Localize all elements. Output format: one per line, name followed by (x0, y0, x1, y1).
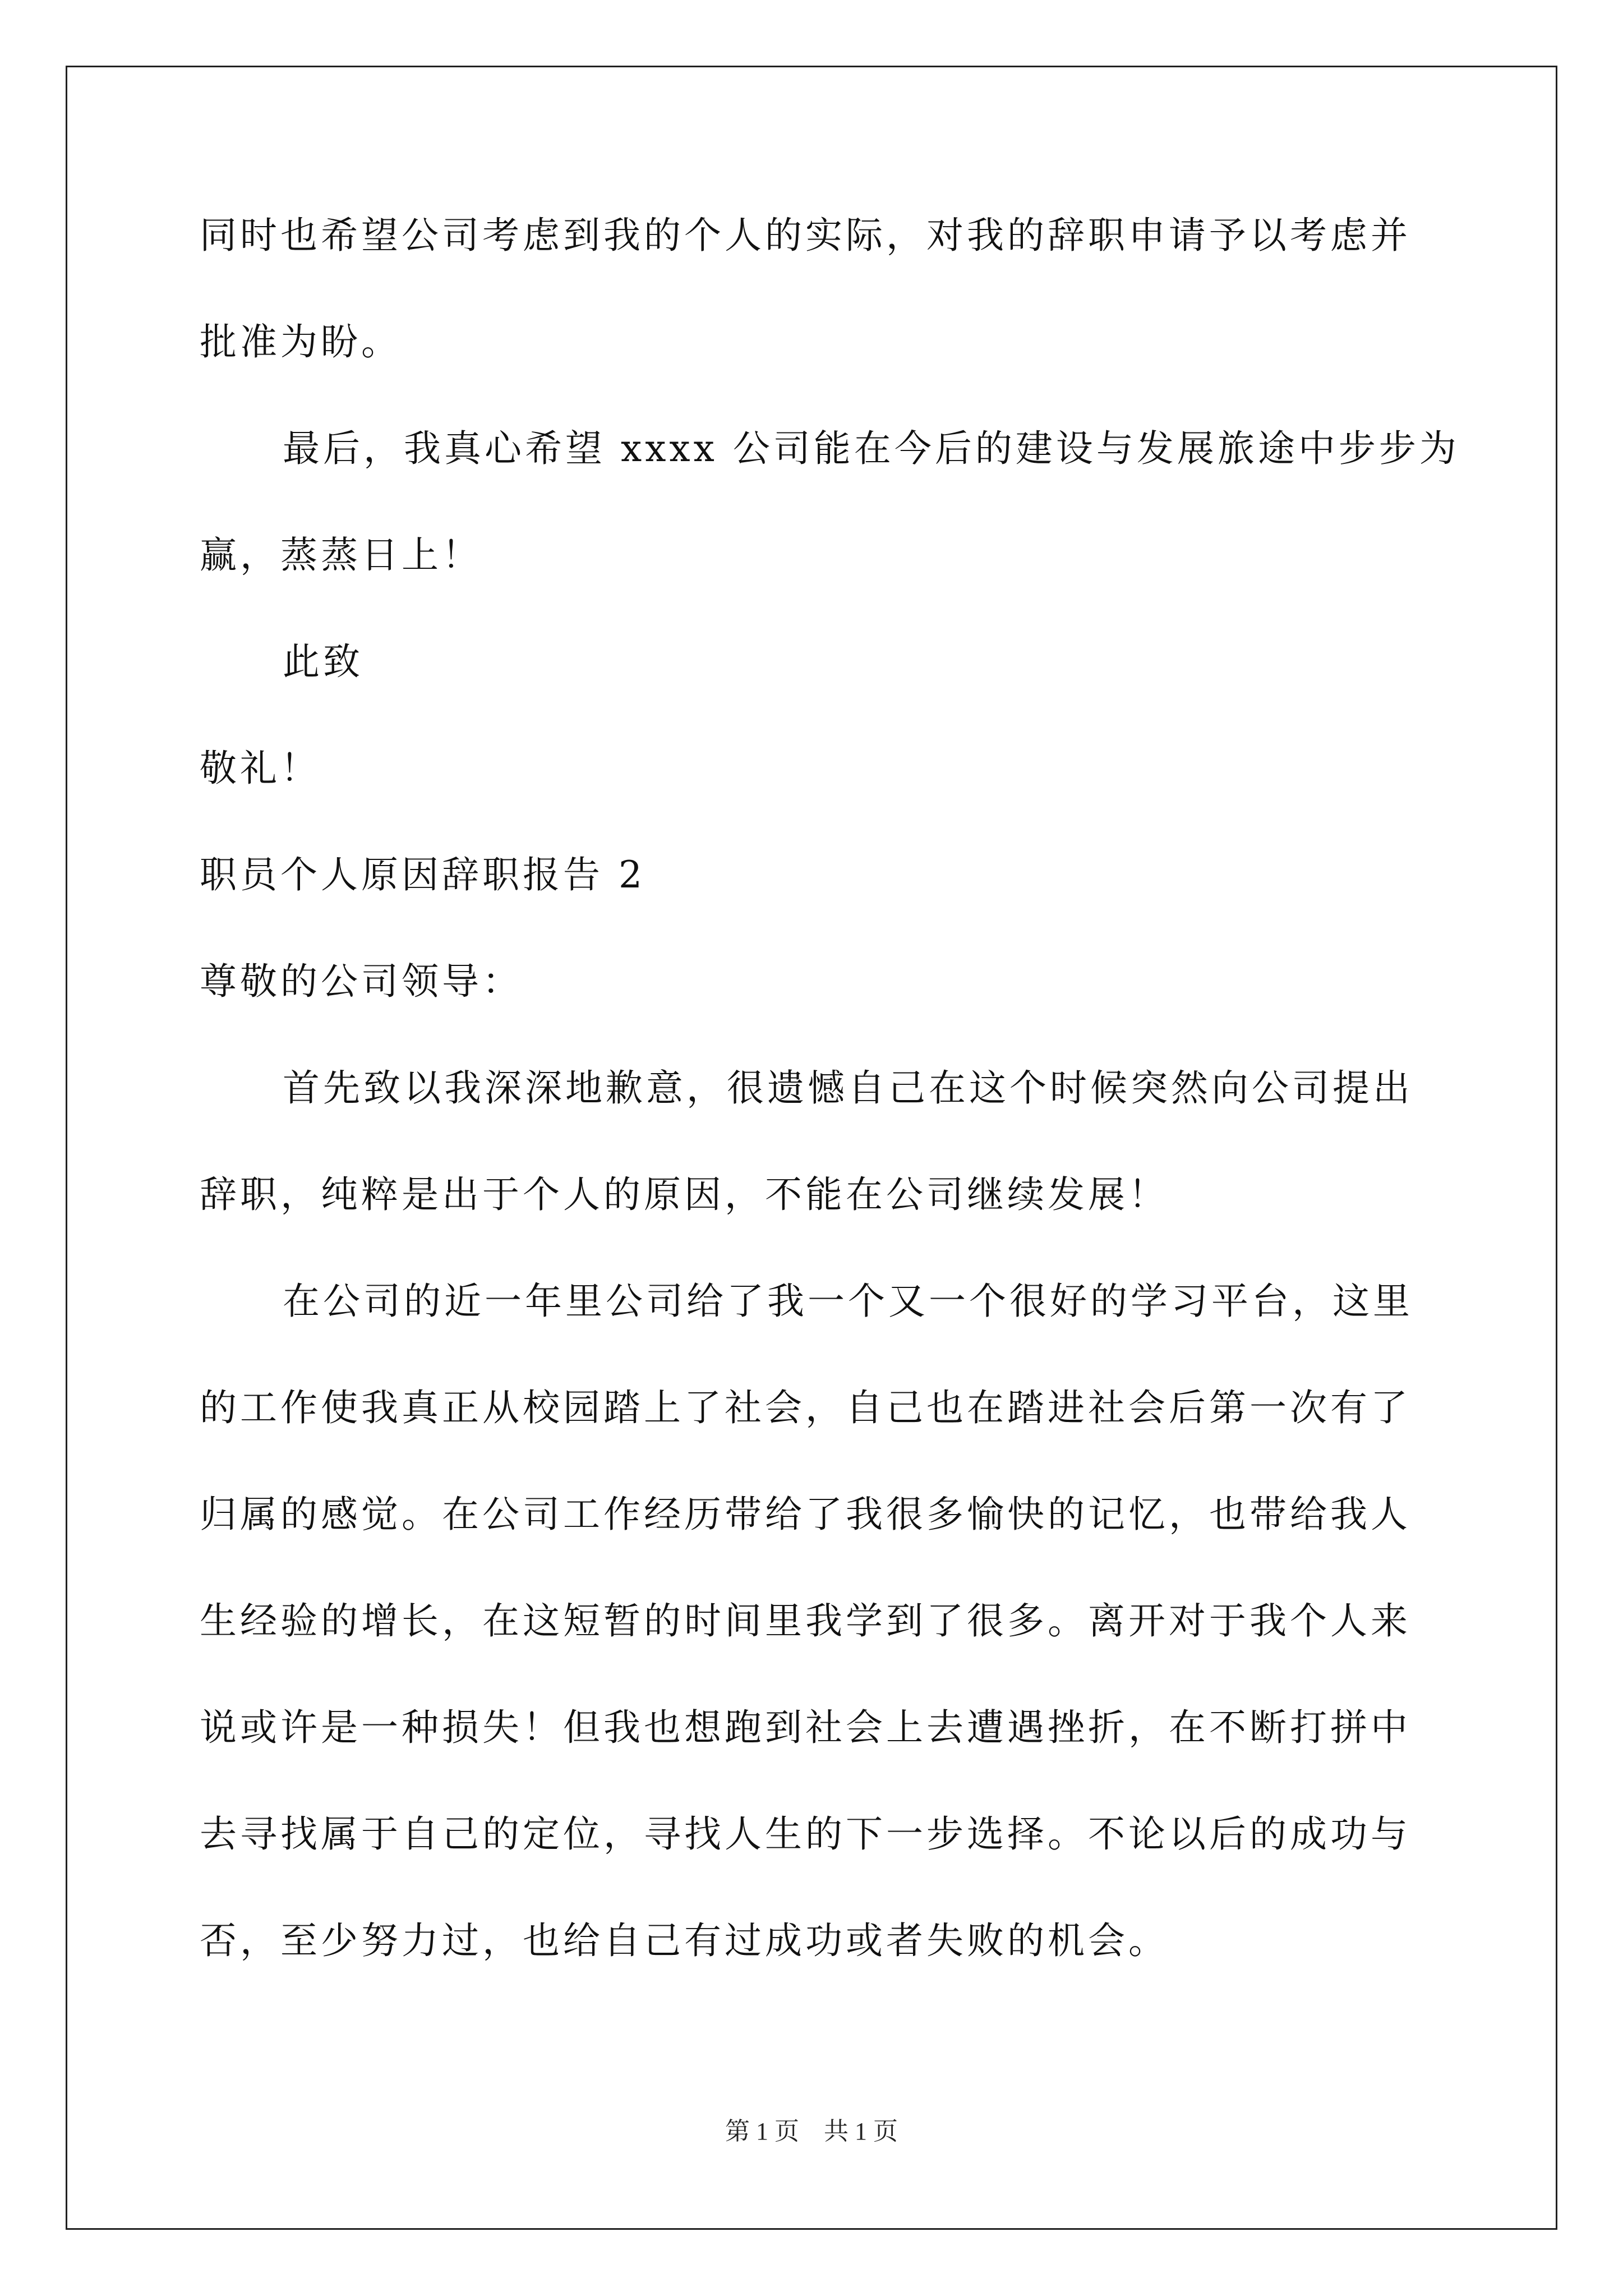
body-line: 辞职，纯粹是出于个人的原因，不能在公司继续发展！ (200, 1173, 1169, 1216)
page-border (66, 66, 1557, 2230)
body-line: 赢，蒸蒸日上！ (200, 533, 482, 577)
body-line: 批准为盼。 (200, 320, 402, 364)
body-line: 首先致以我深深地歉意，很遗憾自己在这个时候突然向公司提出 (283, 1066, 1413, 1110)
body-line: 归属的感觉。在公司工作经历带给了我很多愉快的记忆，也带给我人 (200, 1493, 1411, 1536)
body-line: 说或许是一种损失！但我也想跑到社会上去遭遇挫折，在不断打拼中 (200, 1706, 1411, 1749)
closing-salutation: 此致 (283, 640, 363, 683)
body-line: 的工作使我真正从校园踏上了社会，自己也在踏进社会后第一次有了 (200, 1386, 1411, 1429)
body-line: 生经验的增长，在这短暂的时间里我学到了很多。离开对于我个人来 (200, 1599, 1411, 1642)
body-line: 去寻找属于自己的定位，寻找人生的下一步选择。不论以后的成功与 (200, 1812, 1411, 1856)
body-line: 否，至少努力过，也给自己有过成功或者失败的机会。 (200, 1919, 1169, 1962)
body-line: 最后，我真心希望 xxxx 公司能在今后的建设与发展旅途中步步为 (283, 427, 1460, 470)
greeting: 尊敬的公司领导： (200, 960, 523, 1003)
body-line: 在公司的近一年里公司给了我一个又一个很好的学习平台，这里 (283, 1280, 1413, 1323)
body-line: 同时也希望公司考虑到我的个人的实际，对我的辞职申请予以考虑并 (200, 214, 1411, 257)
closing-regards: 敬礼！ (200, 747, 321, 790)
page-footer: 第 1 页 共 1 页 (725, 2118, 898, 2145)
section-title: 职员个人原因辞职报告 2 (200, 853, 645, 896)
